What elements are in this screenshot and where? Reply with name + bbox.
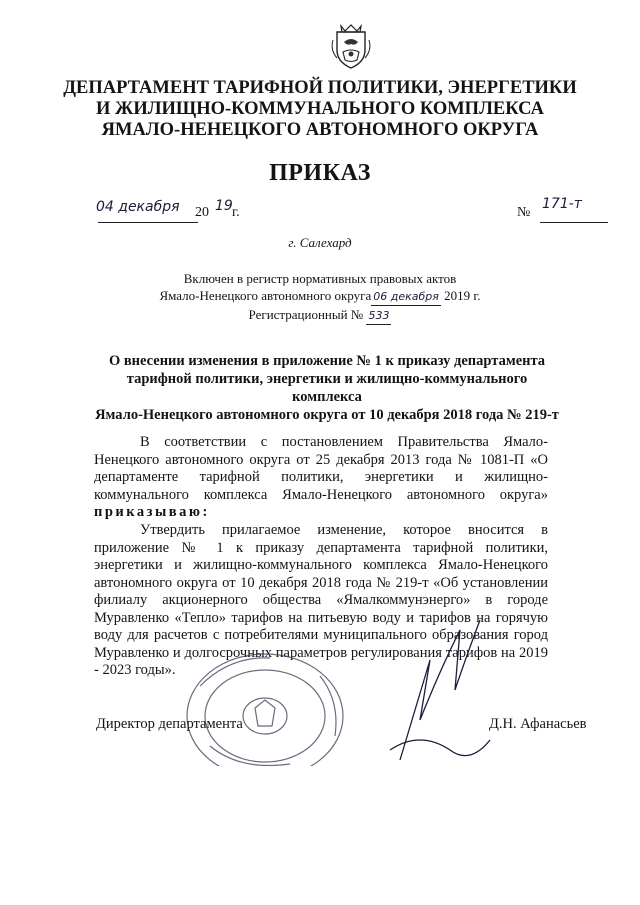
number-label: № xyxy=(517,205,531,220)
registry-line xyxy=(40,287,600,306)
subject-line: тарифной политики, энергетики и жилищно-коммунального комплекса xyxy=(126,371,528,405)
registry-line: Включен в регистр нормативных правовых актов xyxy=(183,271,457,286)
subject-line: О внесении изменения в приложение № 1 к приказу департамента xyxy=(108,353,546,369)
date-underline xyxy=(98,222,198,223)
handwritten-date: 04 декабря xyxy=(96,199,180,215)
handwritten-registry-date: 06 декабря xyxy=(371,288,441,306)
year-prefix: 20 xyxy=(195,205,209,220)
order-verb: приказываю: xyxy=(94,504,210,520)
registry-line xyxy=(40,306,600,325)
year-suffix: г. xyxy=(232,205,240,220)
subject-line: Ямало-Ненецкого автономного округа от 10 декабря 2018 года № 219-т xyxy=(95,407,559,423)
order-subject xyxy=(92,352,562,424)
number-underline xyxy=(540,222,608,223)
registry-line2-suffix: 2019 г. xyxy=(444,288,481,303)
department-heading xyxy=(40,78,600,141)
department-line: ЯМАЛО-НЕНЕЦКОГО АВТОНОМНОГО ОКРУГА xyxy=(101,120,539,140)
document-title: ПРИКАЗ xyxy=(269,160,371,186)
department-line: ДЕПАРТАМЕНТ ТАРИФНОЙ ПОЛИТИКИ, ЭНЕРГЕТИКИ xyxy=(63,78,577,98)
handwritten-registry-number: 533 xyxy=(366,307,391,325)
registry-note xyxy=(40,270,600,325)
registry-line2-prefix: Ямало-Ненецкого автономного округа xyxy=(159,288,372,303)
signatory-position: Директор департамента xyxy=(96,716,243,732)
preamble-paragraph xyxy=(94,434,548,522)
handwritten-year: 19 xyxy=(215,198,233,214)
preamble-text: В соответствии с постановлением Правительства Ямало-Ненецкого автономного округа от 25 декабря 2013 года № 1081-П «О департаменте тарифной политики, энергетики и жилищно-коммунального комплекса Ямало-Ненецкого автономного округа» xyxy=(94,434,548,503)
handwritten-number: 171-т xyxy=(542,196,582,212)
order-paragraph: Утвердить прилагаемое изменение, которое вносится в приложение № 1 к приказу департамента тарифной политики, энергетики и жилищно-коммунального комплекса Ямало-Ненецкого автономного округа от 10 декабря 2018 года № 219-т «Об установлении филиалу акционерного общества «Ямалкоммунэнерго» в городе Муравленко «Тепло» тарифов на питьевую воду и тарифов на горячую воду для расчетов с потребителями муниципального образования город Муравленко и долгосрочных параметров регулирования тарифов на 2019 - 2023 годы». xyxy=(94,522,548,678)
registry-line3-prefix: Регистрационный № xyxy=(248,307,364,322)
city-line: г. Салехард xyxy=(288,235,352,250)
coat-of-arms-icon xyxy=(327,22,375,70)
department-line: И ЖИЛИЩНО-КОММУНАЛЬНОГО КОМПЛЕКСА xyxy=(96,99,544,119)
signatory-name: Д.Н. Афанасьев xyxy=(489,716,587,732)
